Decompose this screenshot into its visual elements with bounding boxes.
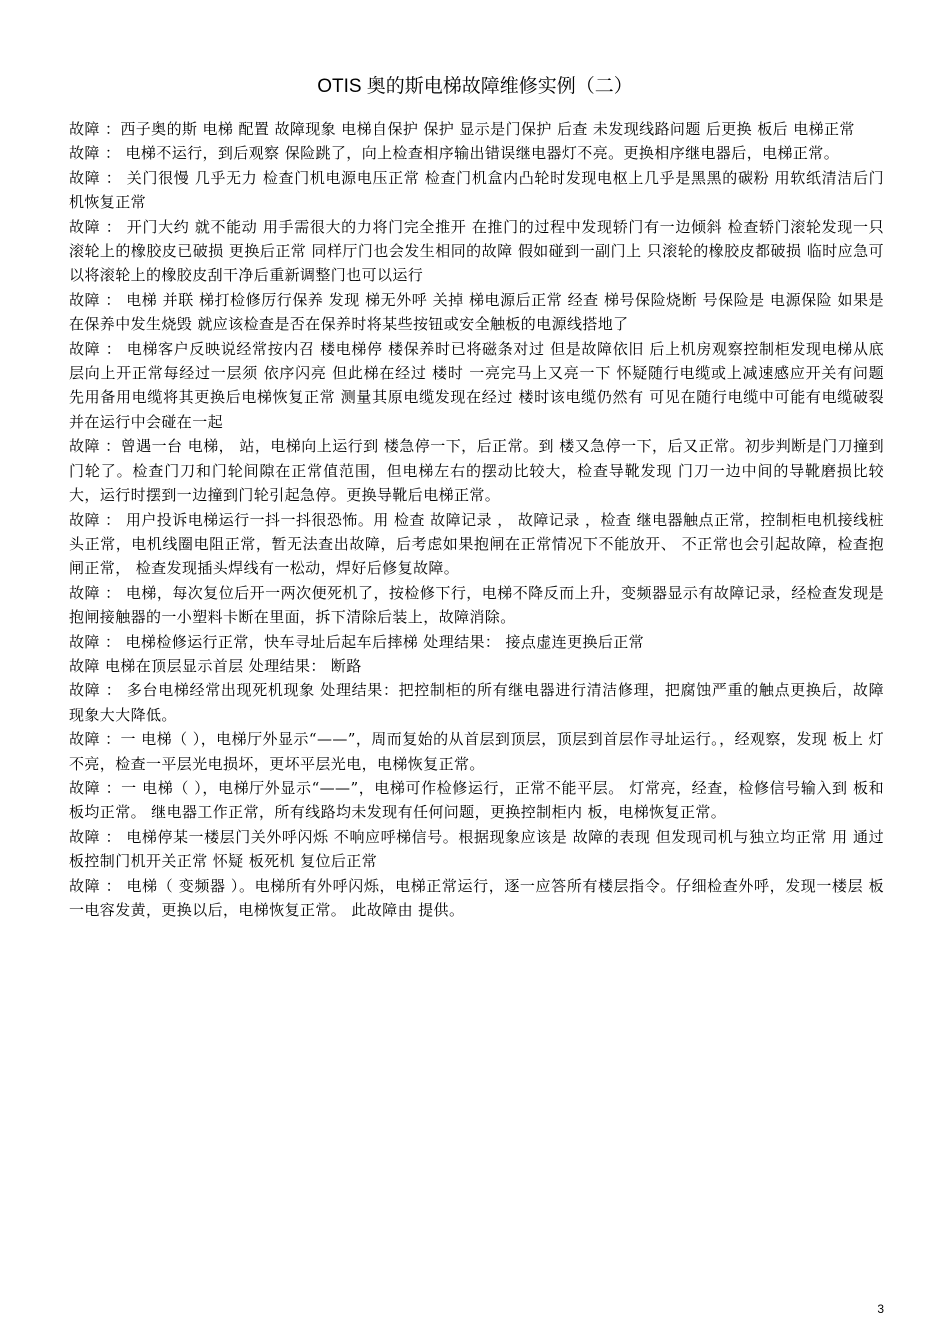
fault-paragraph: 故障 ：一 电梯（ ），电梯厅外显示“——”，电梯可作检修运行，正常不能平层。 灯常亮，经查，检修信号输入到 板和 板均正常。 继电器工作正常，所有线路均未发现有任何问题，更换控制柜内 板，电梯恢复正常。 [69,778,884,822]
page-title: OTIS 奥的斯电梯故障维修实例（二） [317,76,633,97]
fault-paragraph: 故障 ： 电梯，每次复位后开一两次便死机了，按检修下行，电梯不降反而上升，变频器显示有故障记录，经检查发现是抱闸接触器的一小塑料卡断在里面，拆下清除后装上，故障消除。 [69,583,884,627]
fault-paragraph: 故障 ： 多台电梯经常出现死机现象 处理结果：把控制柜的所有继电器进行清洁修理，把腐蚀严重的触点更换后，故障现象大大降低。 [69,681,884,724]
page-number: 3 [877,1302,884,1316]
fault-paragraph: 故障 ： 电梯 并联 梯打检修厉行保养 发现 梯无外呼 关掉 梯电源后正常 经查 梯号保险烧断 号保险是 电源保险 如果是在保养中发生烧毁 就应该检查是否在保养时将某些按钮或安全触板的电源线搭地了 [69,290,884,334]
fault-paragraph: 故障 ： 电梯检修运行正常，快车寻址后起车后摔梯 处理结果： 接点虚连更换后正常 [69,632,645,651]
fault-paragraph: 故障 ： 用户投诉电梯运行一抖一抖很恐怖。用 检查 故障记录 ， 故障记录 ，检查 继电器触点正常，控制柜电机接线桩头正常，电机线圈电阻正常，暂无法查出故障，后考虑如果抱闸在正常情况下不能放开、 不正常也会引起故障，检查抱闸正常， 检查发现插头焊线有一松动，焊好后修复故障。 [69,510,884,578]
fault-paragraph: 故障 ： 电梯（ 变频器 ）。电梯所有外呼闪烁，电梯正常运行，逐一应答所有楼层指令。仔细检查外呼，发现一楼层 板一电容发黄，更换以后，电梯恢复正常。 此故障由 提供。 [69,876,884,919]
fault-paragraph: 故障 电梯在顶层显示首层 处理结果： 断路 [69,656,362,675]
fault-paragraph: 故障 ： 开门大约 就不能动 用手需很大的力将门完全推开 在推门的过程中发现轿门有一边倾斜 检查轿门滚轮发现一只滚轮上的橡胶皮已破损 更换后正常 同样厅门也会发生相同的故障 假如碰到一副门上 只滚轮的橡胶皮都破损 临时应急可以将滚轮上的橡胶皮刮干净后重新调整门也可以运行 [69,217,884,285]
fault-paragraph: 故障 ：一 电梯（ ），电梯厅外显示“——”，周而复始的从首层到顶层，顶层到首层作寻址运行。，经观察，发现 板上 灯不亮，检查一平层光电损坏，更坏平层光电，电梯恢复正常。 [69,730,884,773]
fault-paragraph: 故障 ： 电梯客户反映说经常按内召 楼电梯停 楼保养时已将磁条对过 但是故障依旧 后上机房观察控制柜发现电梯从底层向上开正常每经过一层须 依序闪亮 但此梯在经过 楼时 一亮完马上又亮一下 怀疑随行电缆或上减速感应开关有问题 先用备用电缆将其更换后电梯恢复正常 测量其原电缆发现在经过 楼时该电缆仍然有 可见在随行电缆中可能有电缆破裂并在运行中会碰在一起 [69,339,884,431]
fault-paragraph: 故障 ：西子奥的斯 电梯 配置 故障现象 电梯自保护 保护 显示是门保护 后查 未发现线路问题 后更换 板后 电梯正常 [69,120,855,138]
fault-paragraph: 故障 ： 关门很慢 几乎无力 检查门机电源电压正常 检查门机盒内凸轮时发现电枢上几乎是黑黑的碳粉 用软纸清洁后门机恢复正常 [69,168,884,212]
fault-paragraph: 故障 ： 电梯停某一楼层门关外呼闪烁 不响应呼梯信号。根据现象应该是 故障的表现 但发现司机与独立均正常 用 通过 板控制门机开关正常 怀疑 板死机 复位后正常 [69,827,884,871]
fault-paragraph: 故障 ：曾遇一台 电梯， 站，电梯向上运行到 楼急停一下，后正常。到 楼又急停一下，后又正常。初步判断是门刀撞到门轮了。检查门刀和门轮间隙在正常值范围，但电梯左右的摆动比较大，检查导靴发现 门刀一边中间的导靴磨损比较大，运行时摆到一边撞到门轮引起急停。更换导靴后电梯正常。 [69,437,884,505]
body-text [69,117,884,922]
fault-paragraph: 故障 ： 电梯不运行，到后观察 保险跳了，向上检查相序输出错误继电器灯不亮。更换相序继电器后，电梯正常。 [69,144,840,163]
